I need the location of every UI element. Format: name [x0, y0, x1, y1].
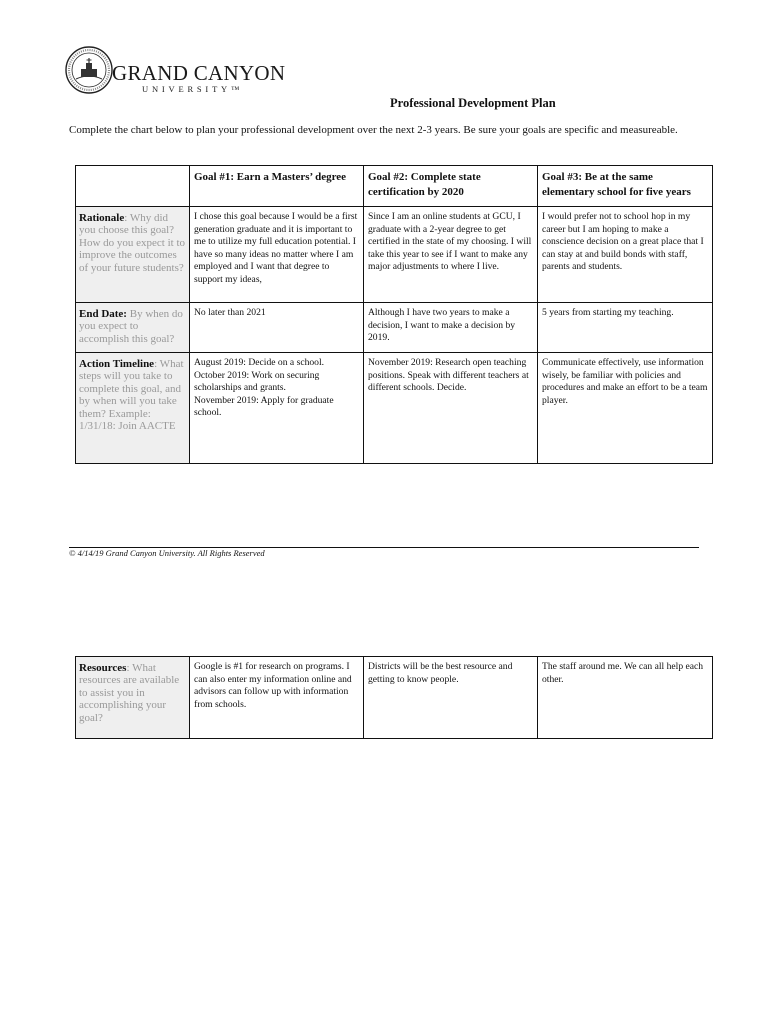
table-row	[76, 353, 713, 464]
table-header-row	[76, 166, 713, 207]
resources-table	[75, 656, 713, 739]
row-label-prompt: By when do you expect to accomplish this goal?	[79, 308, 183, 345]
intro-text: Complete the chart below to plan your professional development over the next 2-3 years. Be sure your goals are specific and measureable.	[69, 124, 678, 136]
table-cell: Google is #1 for research on programs. I can also enter my information online and advisors can follow up with information from schools.	[190, 657, 364, 739]
table-cell: Although I have two years to make a decision, I want to make a decision by 2019.	[364, 303, 538, 353]
table-cell: Since I am an online students at GCU, I graduate with a 2-year degree to get certified in the state of my choosing. I will take this year to see if I want to make any major adjustments to where I live.	[364, 207, 538, 303]
logo-subtitle: UNIVERSITY™	[142, 84, 244, 94]
development-plan-table	[75, 165, 713, 464]
table-row	[76, 303, 713, 353]
table-cell: November 2019: Research open teaching positions. Speak with different teachers at different schools. Decide.	[364, 353, 538, 464]
row-label-title: Rationale	[79, 212, 125, 224]
row-label-title: End Date:	[79, 308, 127, 320]
row-label-end-date	[76, 303, 190, 353]
university-logo	[64, 45, 286, 101]
goal-3-header: Goal #3: Be at the same elementary school for five years	[538, 166, 713, 207]
row-label-resources	[76, 657, 190, 739]
document-title: Professional Development Plan	[390, 96, 556, 110]
row-label-title: Action Timeline	[79, 358, 155, 370]
table-cell: August 2019: Decide on a school. October 2019: Work on securing scholarships and grants. November 2019: Apply for graduate school.	[190, 353, 364, 464]
table-cell: 5 years from starting my teaching.	[538, 303, 713, 353]
table-cell: Districts will be the best resource and getting to know people.	[364, 657, 538, 739]
row-label-rationale	[76, 207, 190, 303]
table-cell: Communicate effectively, use information wisely, be familiar with policies and procedures and make an effort to be a team player.	[538, 353, 713, 464]
row-label-prompt: : What resources are available to assist you in accomplishing your goal?	[79, 662, 180, 724]
row-label-prompt: : Why did you choose this goal? How do you expect it to improve the outcomes of your future students?	[79, 212, 186, 274]
corner-cell	[76, 166, 190, 207]
table-row	[76, 207, 713, 303]
row-label-title: Resources	[79, 662, 127, 674]
row-label-action-timeline	[76, 353, 190, 464]
table-cell: I chose this goal because I would be a first generation graduate and it is important to me to utilize my full education potential. I have so many ideas no matter where I am employed and I want that degree to support my ideas,	[190, 207, 364, 303]
table-cell: The staff around me. We can all help each other.	[538, 657, 713, 739]
row-label-prompt: : What steps will you take to complete this goal, and by when will you take them? Example: 1/31/18: Join AACTE	[79, 358, 184, 433]
goal-1-header: Goal #1: Earn a Masters’ degree	[190, 166, 364, 207]
goal-2-header: Goal #2: Complete state certification by 2020	[364, 166, 538, 207]
table-row	[76, 657, 713, 739]
logo-wordmark: GRAND CANYON	[112, 61, 286, 85]
table-cell: I would prefer not to school hop in my career but I am hoping to make a conscience decision on a great place that I can stay at and build bonds with staff, parents and students.	[538, 207, 713, 303]
copyright-footer: © 4/14/19 Grand Canyon University. All Rights Reserved	[69, 548, 265, 558]
university-seal-icon	[64, 45, 114, 95]
table-cell: No later than 2021	[190, 303, 364, 353]
